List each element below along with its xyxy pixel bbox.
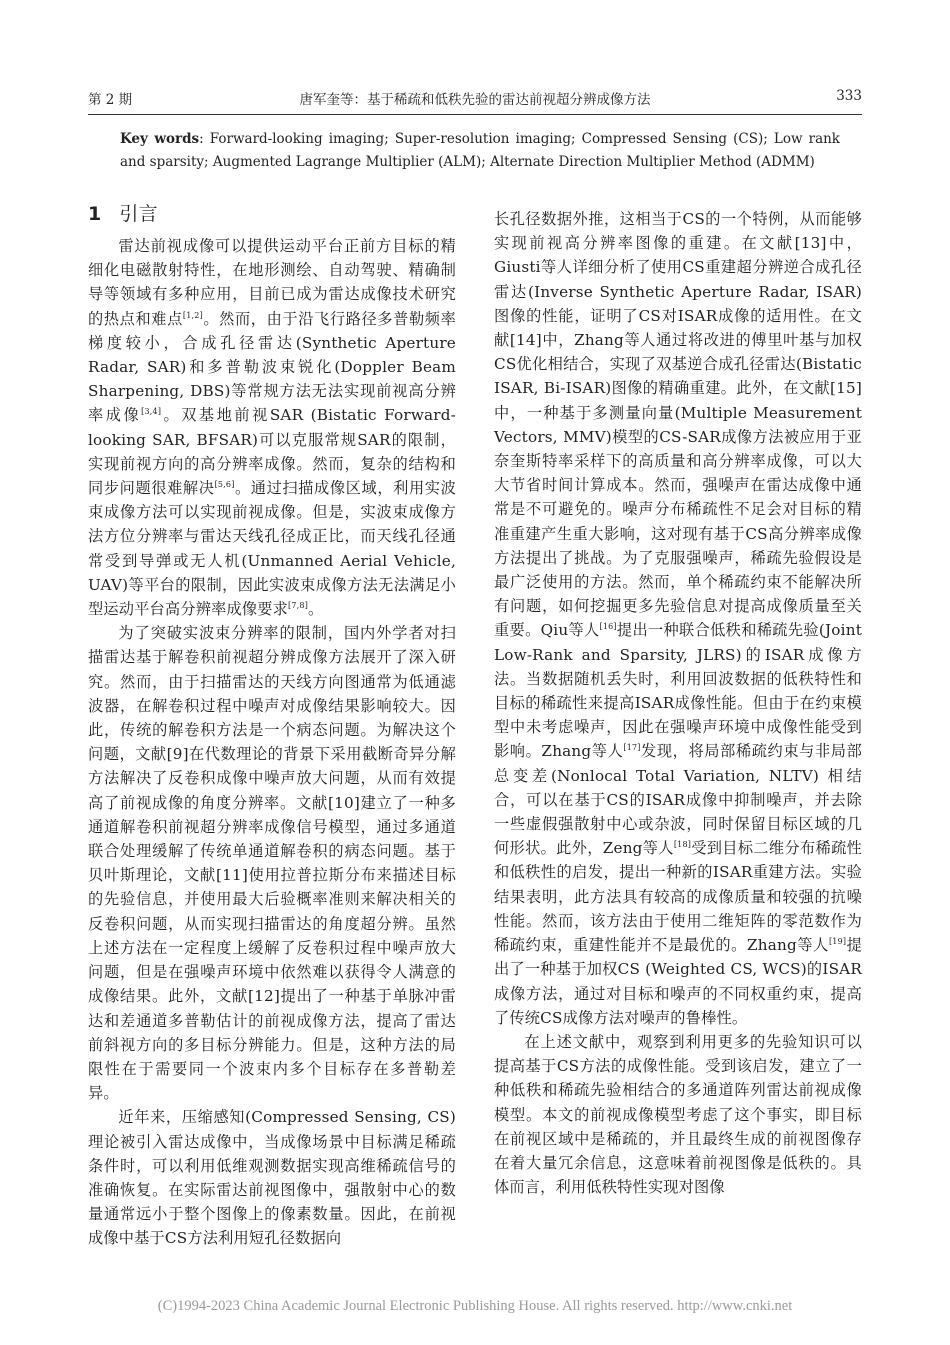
paragraph: 长孔径数据外推，这相当于CS的一个特例，从而能够实现前视高分辨率图像的重建。在文献[13]中，Giusti等人详细分析了使用CS重建超分辨逆合成孔径雷达(Inverse Synthetic Aperture Radar, ISAR)图像的性能，证明了CS对ISAR成像的适用性。在文献[14]中，Zhang等人通过将改进的傅里叶基与加权CS优化相结合，实现了双基逆合成孔径雷达(Bistatic ISAR, Bi-ISAR)图像的精确重建。此外，在文献[15]中，一种基于多测量向量(Multiple Measurement Vectors, MMV)模型的CS-SAR成像方法被应用于亚奈奎斯特率采样下的高质量和高分辨率成像，可以大大节省时间计算成本。然而，强噪声在雷达成像中通常是不可避免的。噪声分布稀疏性不足会对目标的精准重建产生重大影响，这对现有基于CS高分辨率成像方法提出了挑战。为了克服强噪声，稀疏先验假设是最广泛使用的方法。然而，单个稀疏约束不能解决所有问题，如何挖掘更多先验信息对提高成像质量至关重要。Qiu等人[16]提出一种联合低秩和稀疏先验(Joint Low-Rank and Sparsity, JLRS)的ISAR成像方法。当数据随机丢失时，利用回波数据的低秩特性和目标的稀疏性来提高ISAR成像性能。但由于在约束模型中未考虑噪声，因此在强噪声环境中成像性能受到影响。Zhang等人[17]发现，将局部稀疏约束与非局部总变差(Nonlocal Total Variation, NLTV) 相结合，可以在基于CS的ISAR成像中抑制噪声，并去除一些虚假强散射中心或杂波，同时保留目标区域的几何形状。此外，Zeng等人[18]受到目标二维分布稀疏性和低秩性的启发，提出一种新的ISAR重建方法。实验结果表明，此方法具有较高的成像质量和较强的抗噪性能。然而，该方法由于使用二维矩阵的零范数作为稀疏约束，重建性能并不是最优的。Zhang等人[19]提出了一种基于加权CS (Weighted CS, WCS)的ISAR成像方法，通过对目标和噪声的不同权重约束，提高了传统CS成像方法对噪声的鲁棒性。 bbox=[494, 210, 863, 1027]
citation: [3,4] bbox=[141, 407, 162, 417]
keywords-block bbox=[120, 128, 840, 174]
section-heading bbox=[88, 200, 456, 228]
citation: [7,8] bbox=[288, 601, 309, 611]
section-title: 引言 bbox=[119, 203, 158, 225]
page-number: 333 bbox=[836, 88, 862, 104]
running-title: 唐军奎等：基于稀疏和低秩先验的雷达前视超分辨成像方法 bbox=[299, 92, 651, 108]
paragraph: 近年来，压缩感知(Compressed Sensing, CS)理论被引入雷达成像中，当成像场景中目标满足稀疏条件时，可以利用低维观测数据实现高维稀疏信号的准确恢复。在实际雷达前视图像中，强散射中心的数量通常远小于整个图像上的像素数量。因此，在前视成像中基于CS方法利用短孔径数据向 bbox=[88, 1108, 456, 1248]
right-column bbox=[494, 207, 862, 1199]
citation: [1,2] bbox=[182, 310, 203, 320]
header-rule bbox=[88, 114, 862, 115]
left-column bbox=[88, 200, 456, 1251]
keywords-label: Key words bbox=[120, 131, 200, 147]
issue-number: 第 2 期 bbox=[88, 92, 133, 108]
section-number: 1 bbox=[88, 203, 102, 225]
paragraph: 在上述文献中，观察到利用更多的先验知识可以提高基于CS方法的成像性能。受到该启发，建立了一种低秩和稀疏先验相结合的多通道阵列雷达前视成像模型。本文的前视成像模型考虑了这个事实，即目标在前视区域中是稀疏的，并且最终生成的前视图像存在着大量冗余信息，这意味着前视图像是低秩的。具体而言，利用低秩特性实现对图像 bbox=[494, 1032, 862, 1197]
citation: [18] bbox=[673, 840, 692, 850]
keywords-text: : Forward-looking imaging; Super-resolution imaging; Compressed Sensing (CS); Low rank and sparsity; Augmented Lagrange Multiplier (ALM); Alternate Direction Multiplier Method (ADMM) bbox=[120, 131, 840, 170]
citation: [17] bbox=[623, 743, 641, 753]
copyright-footer: (C)1994-2023 China Academic Journal Electronic Publishing House. All rights reserved. http://www.cnki.net bbox=[157, 1298, 793, 1314]
paragraph: 为了突破实波束分辨率的限制，国内外学者对扫描雷达基于解卷积前视超分辨成像方法展开了深入研究。然而，由于扫描雷达的天线方向图通常为低通滤波器，在解卷积过程中噪声对成像结果影响较大。因此，传统的解卷积方法是一个病态问题。为解决这个问题，文献[9]在代数理论的背景下采用截断奇异分解方法解决了反卷积成像中噪声放大问题，从而有效提高了前视成像的角度分辨率。文献[10]建立了一种多通道解卷积前视超分辨率成像信号模型，通过多通道联合处理缓解了传统单通道解卷积的病态问题。基于贝叶斯理论，文献[11]使用拉普拉斯分布来描述目标的先验信息，并使用最大后验概率准则来解决相关的反卷积问题，从而实现扫描雷达的角度超分辨。虽然上述方法在一定程度上缓解了反卷积过程中噪声放大问题，但是在强噪声环境中依然难以获得令人满意的成像结果。此外，文献[12]提出了一种基于单脉冲雷达和差通道多普勒估计的前视成像方法，提高了雷达前斜视方向的多目标分辨能力。但是，这种方法的局限性在于需要同一个波束内多个目标存在多普勒差异。 bbox=[88, 624, 456, 1103]
citation: [5,6] bbox=[214, 480, 235, 490]
citation: [16] bbox=[599, 622, 617, 632]
running-header bbox=[88, 88, 862, 112]
paragraph: 雷达前视成像可以提供运动平台正前方目标的精细化电磁散射特性，在地形测绘、自动驾驶、精确制导等领域有多种应用，目前已成为雷达成像技术研究的热点和难点[1,2]。然而，由于沿飞行路径多普勒频率梯度较小，合成孔径雷达(Synthetic Aperture Radar, SAR)和多普勒波束锐化(Doppler Beam Sharpening, DBS)等常规方法无法实现前视高分辨率成像[3,4]。双基地前视SAR (Bistatic Forward-looking SAR, BFSAR)可以克服常规SAR的限制，实现前视方向的高分辨率成像。然而，复杂的结构和同步问题很难解决[5,6]。通过扫描成像区域，利用实波束成像方法可以实现前视成像。但是，实波束成像方法方位分辨率与雷达天线孔径成正比，而天线孔径通常受到导弹或无人机(Unmanned Aerial Vehicle, UAV)等平台的限制，因此实波束成像方法无法满足小型运动平台高分辨率成像要求[7,8]。 bbox=[88, 237, 456, 619]
citation: [19] bbox=[828, 937, 847, 947]
